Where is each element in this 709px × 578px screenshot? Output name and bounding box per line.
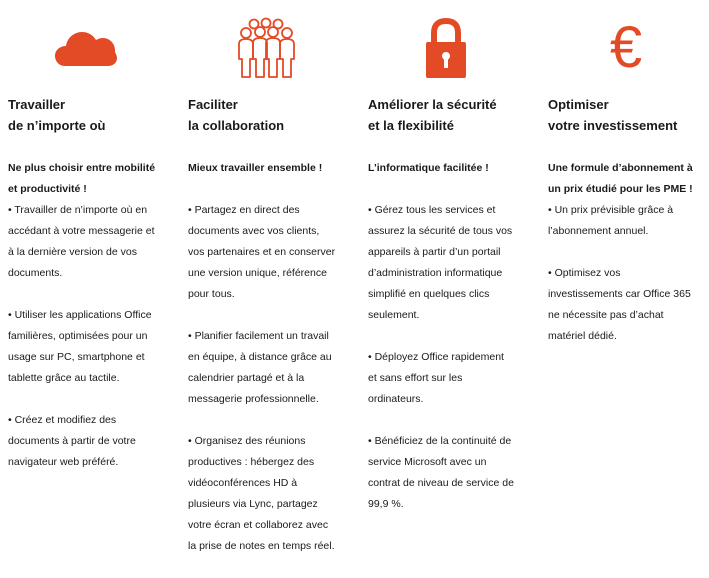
- feature-title: Faciliter la collaboration: [188, 97, 285, 133]
- list-item: • Utiliser les applications Office familières, optimisées pour un usage sur PC, smartphone et tablette grâce au tactile.: [8, 309, 152, 384]
- list-item: • Un prix prévisible grâce à l’abonnement annuel.: [548, 204, 674, 237]
- feature-lead: Mieux travailler ensemble !: [188, 162, 323, 174]
- feature-lead: L’informatique facilitée !: [368, 162, 489, 174]
- feature-bullets: [368, 200, 514, 536]
- feature-lead: Ne plus choisir entre mobilité et productivité !: [8, 162, 156, 195]
- padlock-icon: [414, 16, 478, 80]
- feature-bullets: [8, 200, 155, 494]
- feature-title: Optimiser votre investissement: [548, 97, 678, 133]
- list-item: • Partagez en direct des documents avec vos clients, vos partenaires et en conserver une version unique, référence pour tous.: [188, 204, 336, 300]
- list-item: • Déployez Office rapidement et sans effort sur les ordinateurs.: [368, 351, 504, 405]
- list-item: • Organisez des réunions productives : hébergez des vidéoconférences HD à plusieurs via Lync, partagez votre écran et collaborez avec la prise de notes en temps réel.: [188, 435, 335, 552]
- feature-title: Travailler de n’importe où: [8, 97, 106, 133]
- list-item: • Planifier facilement un travail en équipe, à distance grâce au calendrier partagé et à la messagerie professionnelle.: [188, 330, 332, 405]
- list-item: • Créez et modifiez des documents à partir de votre navigateur web préféré.: [8, 414, 136, 468]
- list-item: • Bénéficiez de la continuité de service Microsoft avec un contrat de niveau de service de 99,9 %.: [368, 435, 514, 510]
- feature-lead: Une formule d’abonnement à un prix étudié pour les PME !: [548, 162, 693, 195]
- cloud-icon: [54, 16, 118, 80]
- list-item: • Travailler de n’importe où en accédant à votre messagerie et à la dernière version de vos documents.: [8, 204, 155, 279]
- list-item: • Gérez tous les services et assurez la sécurité de tous vos appareils à partir d’un portail d’administration informatique simplifié en quelques clics seulement.: [368, 204, 513, 321]
- euro-icon: €: [609, 15, 643, 80]
- feature-bullets: [188, 200, 335, 578]
- people-group-icon: [234, 16, 298, 80]
- feature-bullets: [548, 200, 691, 368]
- feature-title: Améliorer la sécurité et la flexibilité: [368, 97, 497, 133]
- list-item: • Optimisez vos investissements car Office 365 ne nécessite pas d’achat matériel dédié.: [548, 267, 691, 342]
